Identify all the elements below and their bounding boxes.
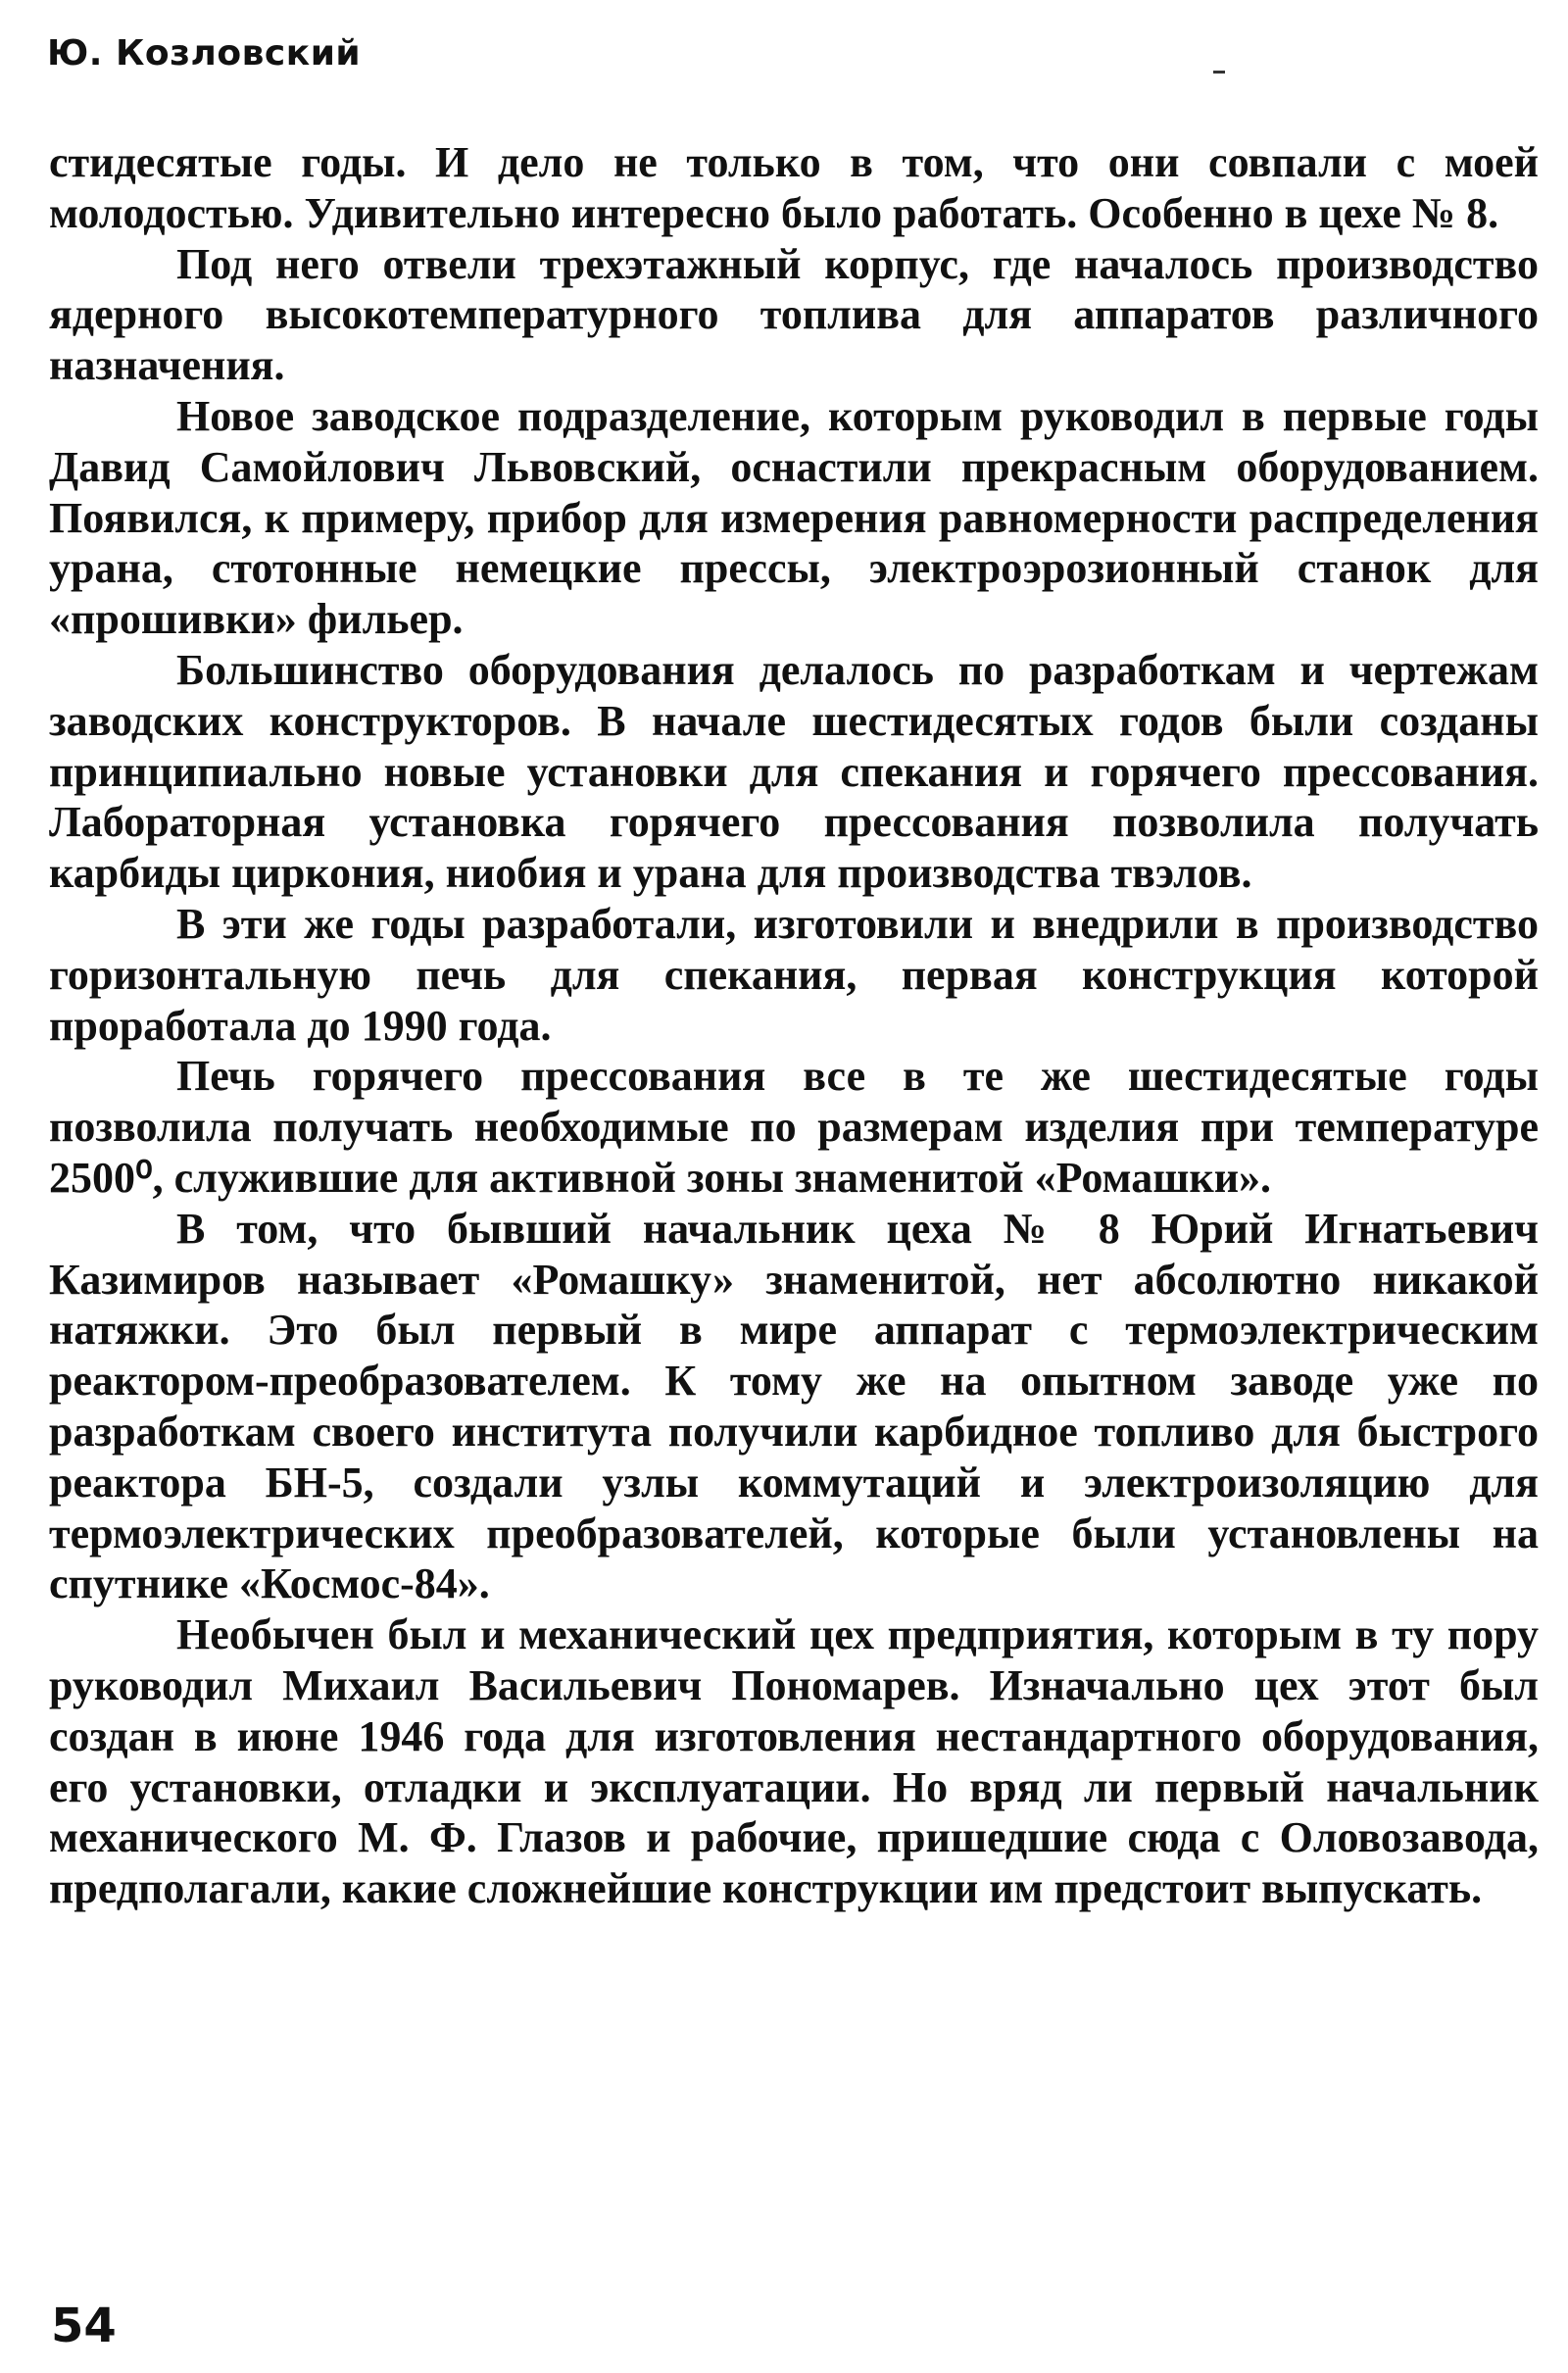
paragraph: Большинство оборудования делалось по разработкам и чертежам заводских конструкторов. В начале шестидесятых годов были созданы принципиально новые установки для спекания и горячего прессования. Лабораторная установка горячего прессования позволила получать карбиды циркония, ниобия и урана для производства твэлов. [49,645,1539,898]
paragraph: стидесятые годы. И дело не только в том, что они совпали с моей молодостью. Удивительно интересно было работать. Особенно в цехе № 8. [49,138,1539,237]
paragraph: Новое заводское подразделение, которым руководил в первые годы Давид Самойлович Львовский, оснастили прекрасным оборудованием. Появился, к примеру, прибор для измерения равномерности распределения урана, стотонные немецкие прессы, электроэрозионный станок для «прошивки» фильер. [49,391,1539,644]
body-text [49,137,1539,1914]
paragraph: В эти же годы разработали, изготовили и внедрили в производство горизонтальную печь для спекания, первая конструкция которой проработала до 1990 года. [49,899,1539,1050]
paragraph: Печь горячего прессования все в те же шестидесятые годы позволила получать необходимые по размерам изделия при температуре 2500⁰, служившие для активной зоны знаменитой «Ромашки». [49,1052,1539,1202]
header-mark [1213,71,1225,74]
paragraph: Под него отвели трехэтажный корпус, где началось производство ядерного высокотемпературного топлива для аппаратов различного назначения. [49,239,1539,390]
page-number: 54 [51,2299,117,2353]
paragraph: Необычен был и механический цех предприятия, которым в ту пору руководил Михаил Васильевич Пономарев. Изначально цех этот был создан в июне 1946 года для изготовления нестандартного оборудования, его установки, отладки и эксплуатации. Но вряд ли первый начальник механического М. Ф. Глазов и рабочие, пришедшие сюда с Оловозавода, предполагали, какие сложнейшие конструкции им предстоит выпускать. [49,1610,1539,1913]
running-header: Ю. Козловский [47,33,362,74]
paragraph: В том, что бывший начальник цеха № 8 Юрий Игнатьевич Казимиров называет «Ромашку» знаменитой, нет абсолютно никакой натяжки. Это был первый в мире аппарат с термоэлектрическим реактором-преобразователем. К тому же на опытном заводе уже по разработкам своего института получили карбидное топливо для быстрого реактора БН-5, создали узлы коммутаций и электроизоляцию для термоэлектрических преобразователей, которые были установлены на спутнике «Космос-84». [49,1204,1539,1608]
